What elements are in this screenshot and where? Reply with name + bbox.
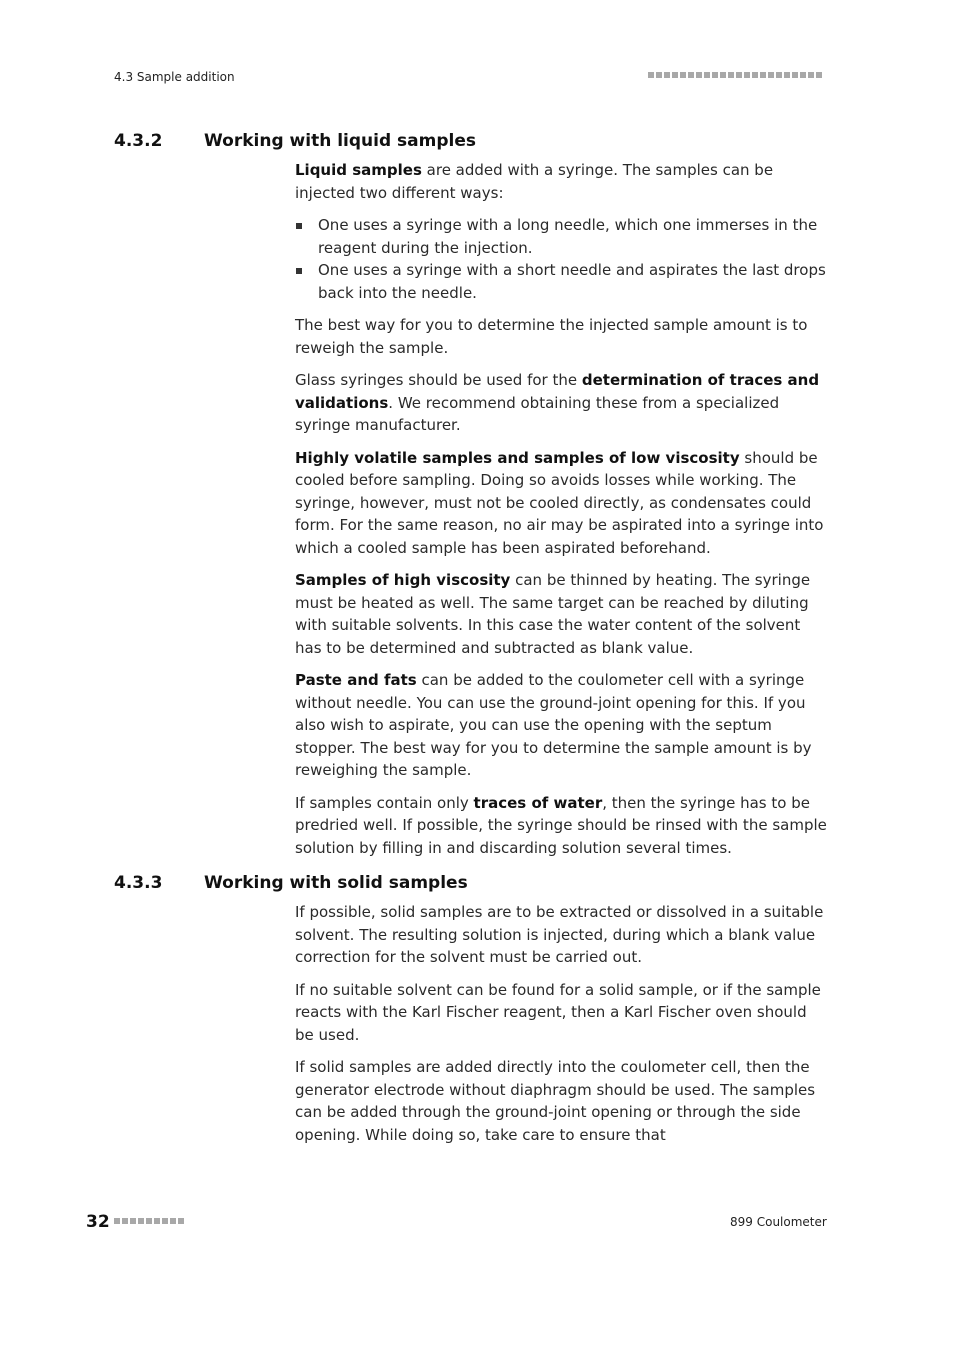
footer-dot-bar [114,1218,184,1224]
section-title: Working with liquid samples [204,131,476,151]
section-number: 4.3.3 [114,873,163,893]
paragraph: Liquid samples are added with a syringe. The samples can be injected two different ways: [295,161,774,202]
header-dot-bar [648,72,822,78]
page-number: 32 [86,1212,110,1232]
paragraph: Highly volatile samples and samples of low viscosity should be cooled before sampling. Doing so avoids losses while working. The syringe, however, must not be cooled directly, as condensates could form. For the same reason, no air may be aspirated into a syringe into which a cooled sample has been aspirated beforehand. [295,448,824,557]
paragraph: Glass syringes should be used for the determination of traces and validations. We recommend obtaining these from a specialized syringe manufacturer. [295,371,820,434]
paragraph: If samples contain only traces of water, then the syringe has to be predried well. If possible, the syringe should be rinsed with the sample solution by filling in and discarding solution several times. [295,793,827,857]
product-name: 899 Coulometer [730,1215,827,1229]
paragraph: Paste and fats can be added to the coulometer cell with a syringe without needle. You can use the ground-joint opening for this. If you also wish to aspirate, you can use the opening with the septum stopper. The best way for you to determine the sample amount is by reweighing the sample. [295,671,812,779]
paragraph: Samples of high viscosity can be thinned by heating. The syringe must be heated as well. The same target can be reached by diluting with suitable solvents. In this case the water content of the solvent has to be determined and subtracted as blank value. [295,571,811,657]
paragraph: If solid samples are added directly into the coulometer cell, then the generator electrode without diaphragm should be used. The samples can be added through the ground-joint opening or through the side opening. While doing so, take care to ensure that [295,1058,816,1144]
section-number: 4.3.2 [114,131,163,151]
paragraph: The best way for you to determine the injected sample amount is to reweigh the sample. [295,316,808,357]
bullet-list [295,214,830,304]
section-body-4-3-2 [295,159,830,869]
list-item: One uses a syringe with a long needle, which one immerses in the reagent during the injection. [295,214,830,259]
paragraph: If no suitable solvent can be found for a solid sample, or if the sample reacts with the Karl Fischer reagent, then a Karl Fischer oven should be used. [295,980,821,1044]
list-item: One uses a syringe with a short needle and aspirates the last drops back into the needle. [295,259,830,304]
section-title: Working with solid samples [204,873,468,893]
section-body-4-3-3 [295,901,830,1156]
paragraph: If possible, solid samples are to be extracted or dissolved in a suitable solvent. The resulting solution is injected, during which a blank value correction for the solvent must be carried out. [295,903,824,966]
running-header: 4.3 Sample addition [114,70,235,84]
